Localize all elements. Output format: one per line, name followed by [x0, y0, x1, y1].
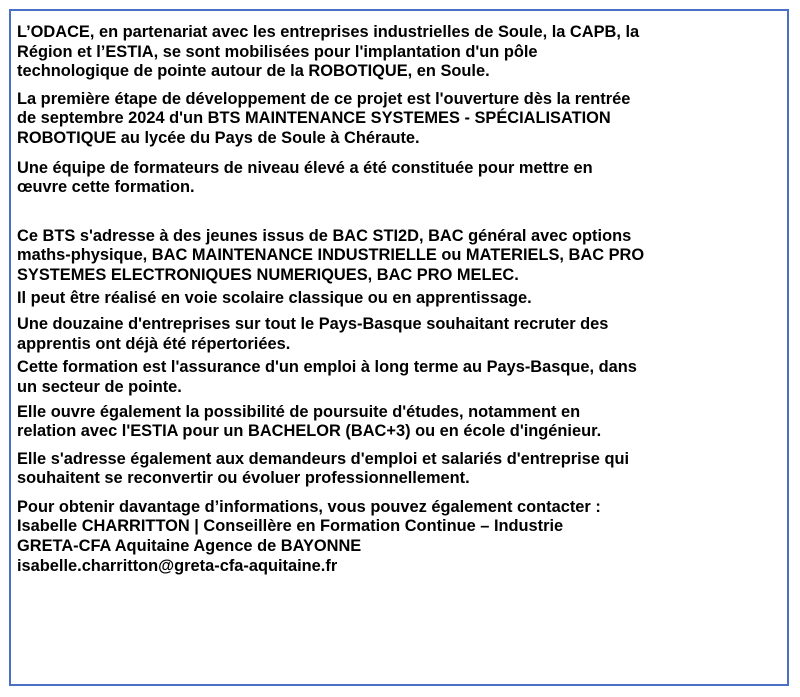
paragraph-trainers: Une équipe de formateurs de niveau élevé a été constituée pour mettre en œuvre cette formation. [17, 158, 593, 197]
paragraph-intro: L’ODACE, en partenariat avec les entreprises industrielles de Soule, la CAPB, la Région et l’ESTIA, se sont mobilisées pour l'implantation d'un pôle technologique de pointe autour de la ROBOTIQUE, en Soule. [17, 23, 640, 81]
document-body [17, 23, 769, 576]
paragraph-companies: Une douzaine d'entreprises sur tout le Pays-Basque souhaitant recruter des apprentis ont déjà été répertoriées. [17, 315, 609, 353]
paragraph-employment: Cette formation est l'assurance d'un emploi à long terme au Pays-Basque, dans un secteur de pointe. [17, 358, 637, 396]
paragraph-job-seekers: Elle s'adresse également aux demandeurs d'emploi et salariés d'entreprise qui souhaitent se reconvertir ou évoluer professionnellement. [17, 449, 630, 488]
paragraph-study-modes: Il peut être réalisé en voie scolaire classique ou en apprentissage. [17, 288, 532, 307]
paragraph-target-audience: Ce BTS s'adresse à des jeunes issus de BAC STI2D, BAC général avec options maths-physique, BAC MAINTENANCE INDUSTRIELLE ou MATERIELS, BAC PRO SYSTEMES ELECTRONIQUES NUMERIQUES, BAC PRO MELEC. [17, 226, 645, 284]
paragraph-bts-opening: La première étape de développement de ce projet est l'ouverture dès la rentrée de septembre 2024 d'un BTS MAINTENANCE SYSTEMES - SPÉCIALISATION ROBOTIQUE au lycée du Pays de Soule à Chéraute. [17, 89, 631, 147]
paragraph-contact: Pour obtenir davantage d’informations, vous pouvez également contacter : Isabelle CHARRITTON | Conseillère en Formation Continue – Industrie GRETA-CFA Aquitaine Agence de BAYONNE isabelle.charritton@greta-cfa-aquitaine.fr [17, 497, 601, 575]
paragraph-further-studies: Elle ouvre également la possibilité de poursuite d'études, notamment en relation avec l'ESTIA pour un BACHELOR (BAC+3) ou en école d'ingénieur. [17, 402, 602, 441]
